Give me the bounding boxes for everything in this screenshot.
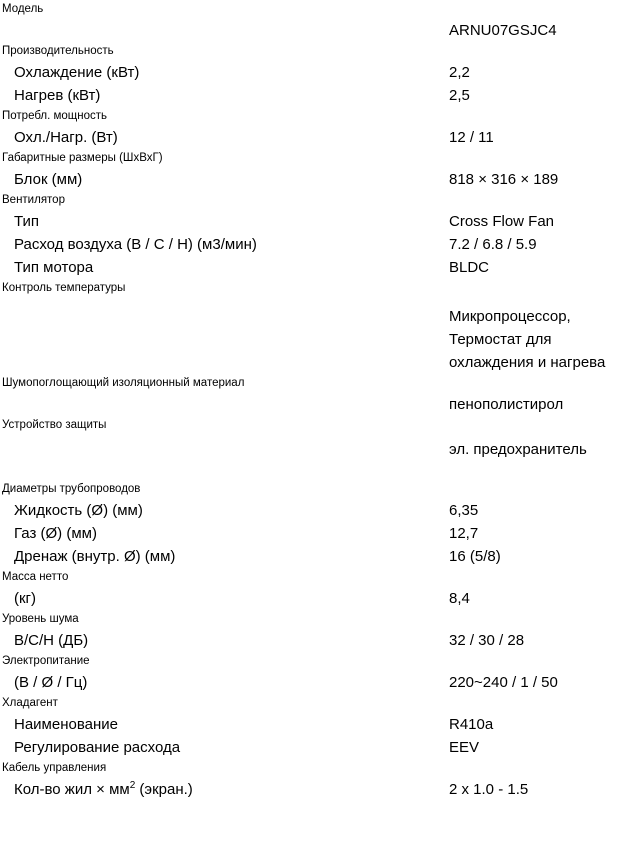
row-value-cell [448,713,619,736]
row-label-cell [0,374,448,416]
spec-value: 220~240 / 1 / 50 [449,674,558,691]
table-row [0,568,619,587]
spec-label: Нагрев (кВт) [14,87,101,104]
row-label-cell [0,168,448,191]
row-label-cell [0,149,448,168]
table-row-protection-device [0,416,619,480]
table-row [0,126,619,149]
table-row [0,0,619,19]
table-row [0,759,619,778]
spec-value: пенополистирол [449,396,564,413]
spec-label: Наименование [14,716,118,733]
row-spacer [0,298,448,370]
spec-value: 7.2 / 6.8 / 5.9 [449,236,537,253]
row-label-cell [0,0,448,19]
table-row [0,42,619,61]
spec-label: Диаметры трубопроводов [2,483,141,495]
table-row [0,233,619,256]
spec-value: 6,35 [449,502,479,519]
row-value-cell [448,191,619,210]
spec-label: Масса нетто [2,571,69,583]
spec-label: Расход воздуха (В / С / Н) (м3/мин) [14,236,257,253]
table-row [0,610,619,629]
row-value-cell [448,0,619,19]
spec-label: Контроль температуры [2,282,126,294]
table-row-model [0,19,619,42]
table-row-insulation-material [0,374,619,416]
row-label-cell [0,210,448,233]
row-label-cell [0,759,448,778]
table-row [0,671,619,694]
row-label-cell [0,233,448,256]
spec-value: EEV [449,739,480,756]
spec-label-pre: Кол-во жил × мм [14,781,130,798]
row-label-cell [0,587,448,610]
row-label-cell [0,694,448,713]
row-label-cell [0,629,448,652]
table-row [0,629,619,652]
row-value-cell [448,778,619,801]
spec-label: Потребл. мощность [2,110,108,122]
row-label-cell [0,480,448,499]
table-row [0,587,619,610]
spec-label-superscript: 2 [129,780,136,791]
spec-label: Кабель управления [2,762,107,774]
spec-label: Тип мотора [14,259,94,276]
table-row [0,480,619,499]
spec-label: Уровень шума [2,613,79,625]
spec-label: Габаритные размеры (ШхВхГ) [2,152,163,164]
spec-label: (В / Ø / Гц) [14,674,88,691]
spec-label: Хладагент [2,697,58,709]
row-value-cell [448,210,619,233]
row-value-cell [448,149,619,168]
row-label-cell [0,19,448,42]
spec-label-post: (экран.) [135,781,193,798]
row-value-cell [448,84,619,107]
row-label-cell [0,107,448,126]
spec-label: Электропитание [2,655,90,667]
spec-label: Тип [14,213,40,230]
row-label-cell [0,126,448,149]
spec-value: 16 (5/8) [449,548,501,565]
spec-value: 2,5 [449,87,470,104]
table-row [0,545,619,568]
row-label-cell [0,778,448,801]
row-value-cell [448,652,619,671]
spec-label: Устройство защиты [2,419,107,431]
table-row [0,149,619,168]
table-row [0,694,619,713]
value-spacer [448,279,619,305]
spec-label: Модель [2,3,44,15]
row-value-cell [448,61,619,84]
row-value-cell [448,42,619,61]
row-value-cell [448,610,619,629]
row-value-cell [448,126,619,149]
spec-label: Охлаждение (кВт) [14,64,140,81]
spec-value: 12 / 11 [449,129,494,146]
row-label-cell [0,713,448,736]
row-label-cell [0,545,448,568]
row-label-cell [0,61,448,84]
spec-label: В/С/Н (ДБ) [14,632,89,649]
spec-label: Дренаж (внутр. Ø) (мм) [14,548,176,565]
row-label-cell [0,671,448,694]
spec-value: 32 / 30 / 28 [449,632,525,649]
spec-value: 8,4 [449,590,470,607]
row-label-cell [0,610,448,629]
row-value-cell [448,545,619,568]
row-label-cell [0,416,448,480]
table-row [0,652,619,671]
row-spacer [0,435,448,480]
spec-label: Газ (Ø) (мм) [14,525,97,542]
table-row [0,191,619,210]
spec-value: 818 × 316 × 189 [449,171,559,188]
row-value-cell [448,416,619,480]
spec-value: Микропроцессор, Термостат для охлаждения и нагрева [449,308,606,371]
row-value-cell [448,480,619,499]
row-label-cell [0,568,448,587]
table-row [0,713,619,736]
row-label-cell [0,499,448,522]
spec-value: 12,7 [449,525,479,542]
row-value-cell [448,233,619,256]
row-value-cell [448,168,619,191]
table-row [0,256,619,279]
row-value-cell [448,19,619,42]
row-value-cell [448,759,619,778]
spec-label: Блок (мм) [14,171,83,188]
table-row [0,499,619,522]
spec-label: (кг) [14,590,37,607]
row-label-cell [0,256,448,279]
row-label-cell [0,191,448,210]
model-number: ARNU07GSJC4 [449,22,557,39]
spec-value: эл. предохранитель [449,441,587,458]
spec-label [0,778,448,801]
table-row [0,61,619,84]
row-value-cell [448,374,619,416]
value-spacer [448,374,619,393]
row-value-cell [448,629,619,652]
row-value-cell [448,568,619,587]
table-row-control-cable [0,778,619,801]
row-label-cell [0,736,448,759]
row-value-cell [448,499,619,522]
spec-label: Регулирование расхода [14,739,181,756]
spec-label: Жидкость (Ø) (мм) [14,502,143,519]
table-row [0,107,619,126]
spec-label: Вентилятор [2,194,65,206]
table-row [0,736,619,759]
row-value-cell [448,587,619,610]
row-label-cell [0,84,448,107]
spec-label: Производительность [2,45,114,57]
value-spacer [448,416,619,438]
row-value-cell [448,522,619,545]
spec-value: 2,2 [449,64,470,81]
row-value-cell [448,694,619,713]
spec-label: Шумопоглощающий изоляционный материал [2,377,245,389]
row-spacer [0,393,448,412]
row-value-cell [448,736,619,759]
spec-value: R410a [449,716,494,733]
row-label-cell [0,42,448,61]
row-label-cell [0,279,448,374]
table-row [0,210,619,233]
row-value-cell [448,671,619,694]
spec-value: BLDC [449,259,490,276]
table-row [0,84,619,107]
row-value-cell [448,107,619,126]
spec-label: Охл./Нагр. (Вт) [14,129,118,146]
row-label-cell [0,652,448,671]
spec-value: Cross Flow Fan [449,213,555,230]
table-row-temperature-control [0,279,619,374]
spec-value: 2 x 1.0 - 1.5 [449,781,529,798]
row-label-cell [0,522,448,545]
row-value-cell [448,256,619,279]
row-value-cell [448,279,619,374]
table-row [0,522,619,545]
table-row [0,168,619,191]
